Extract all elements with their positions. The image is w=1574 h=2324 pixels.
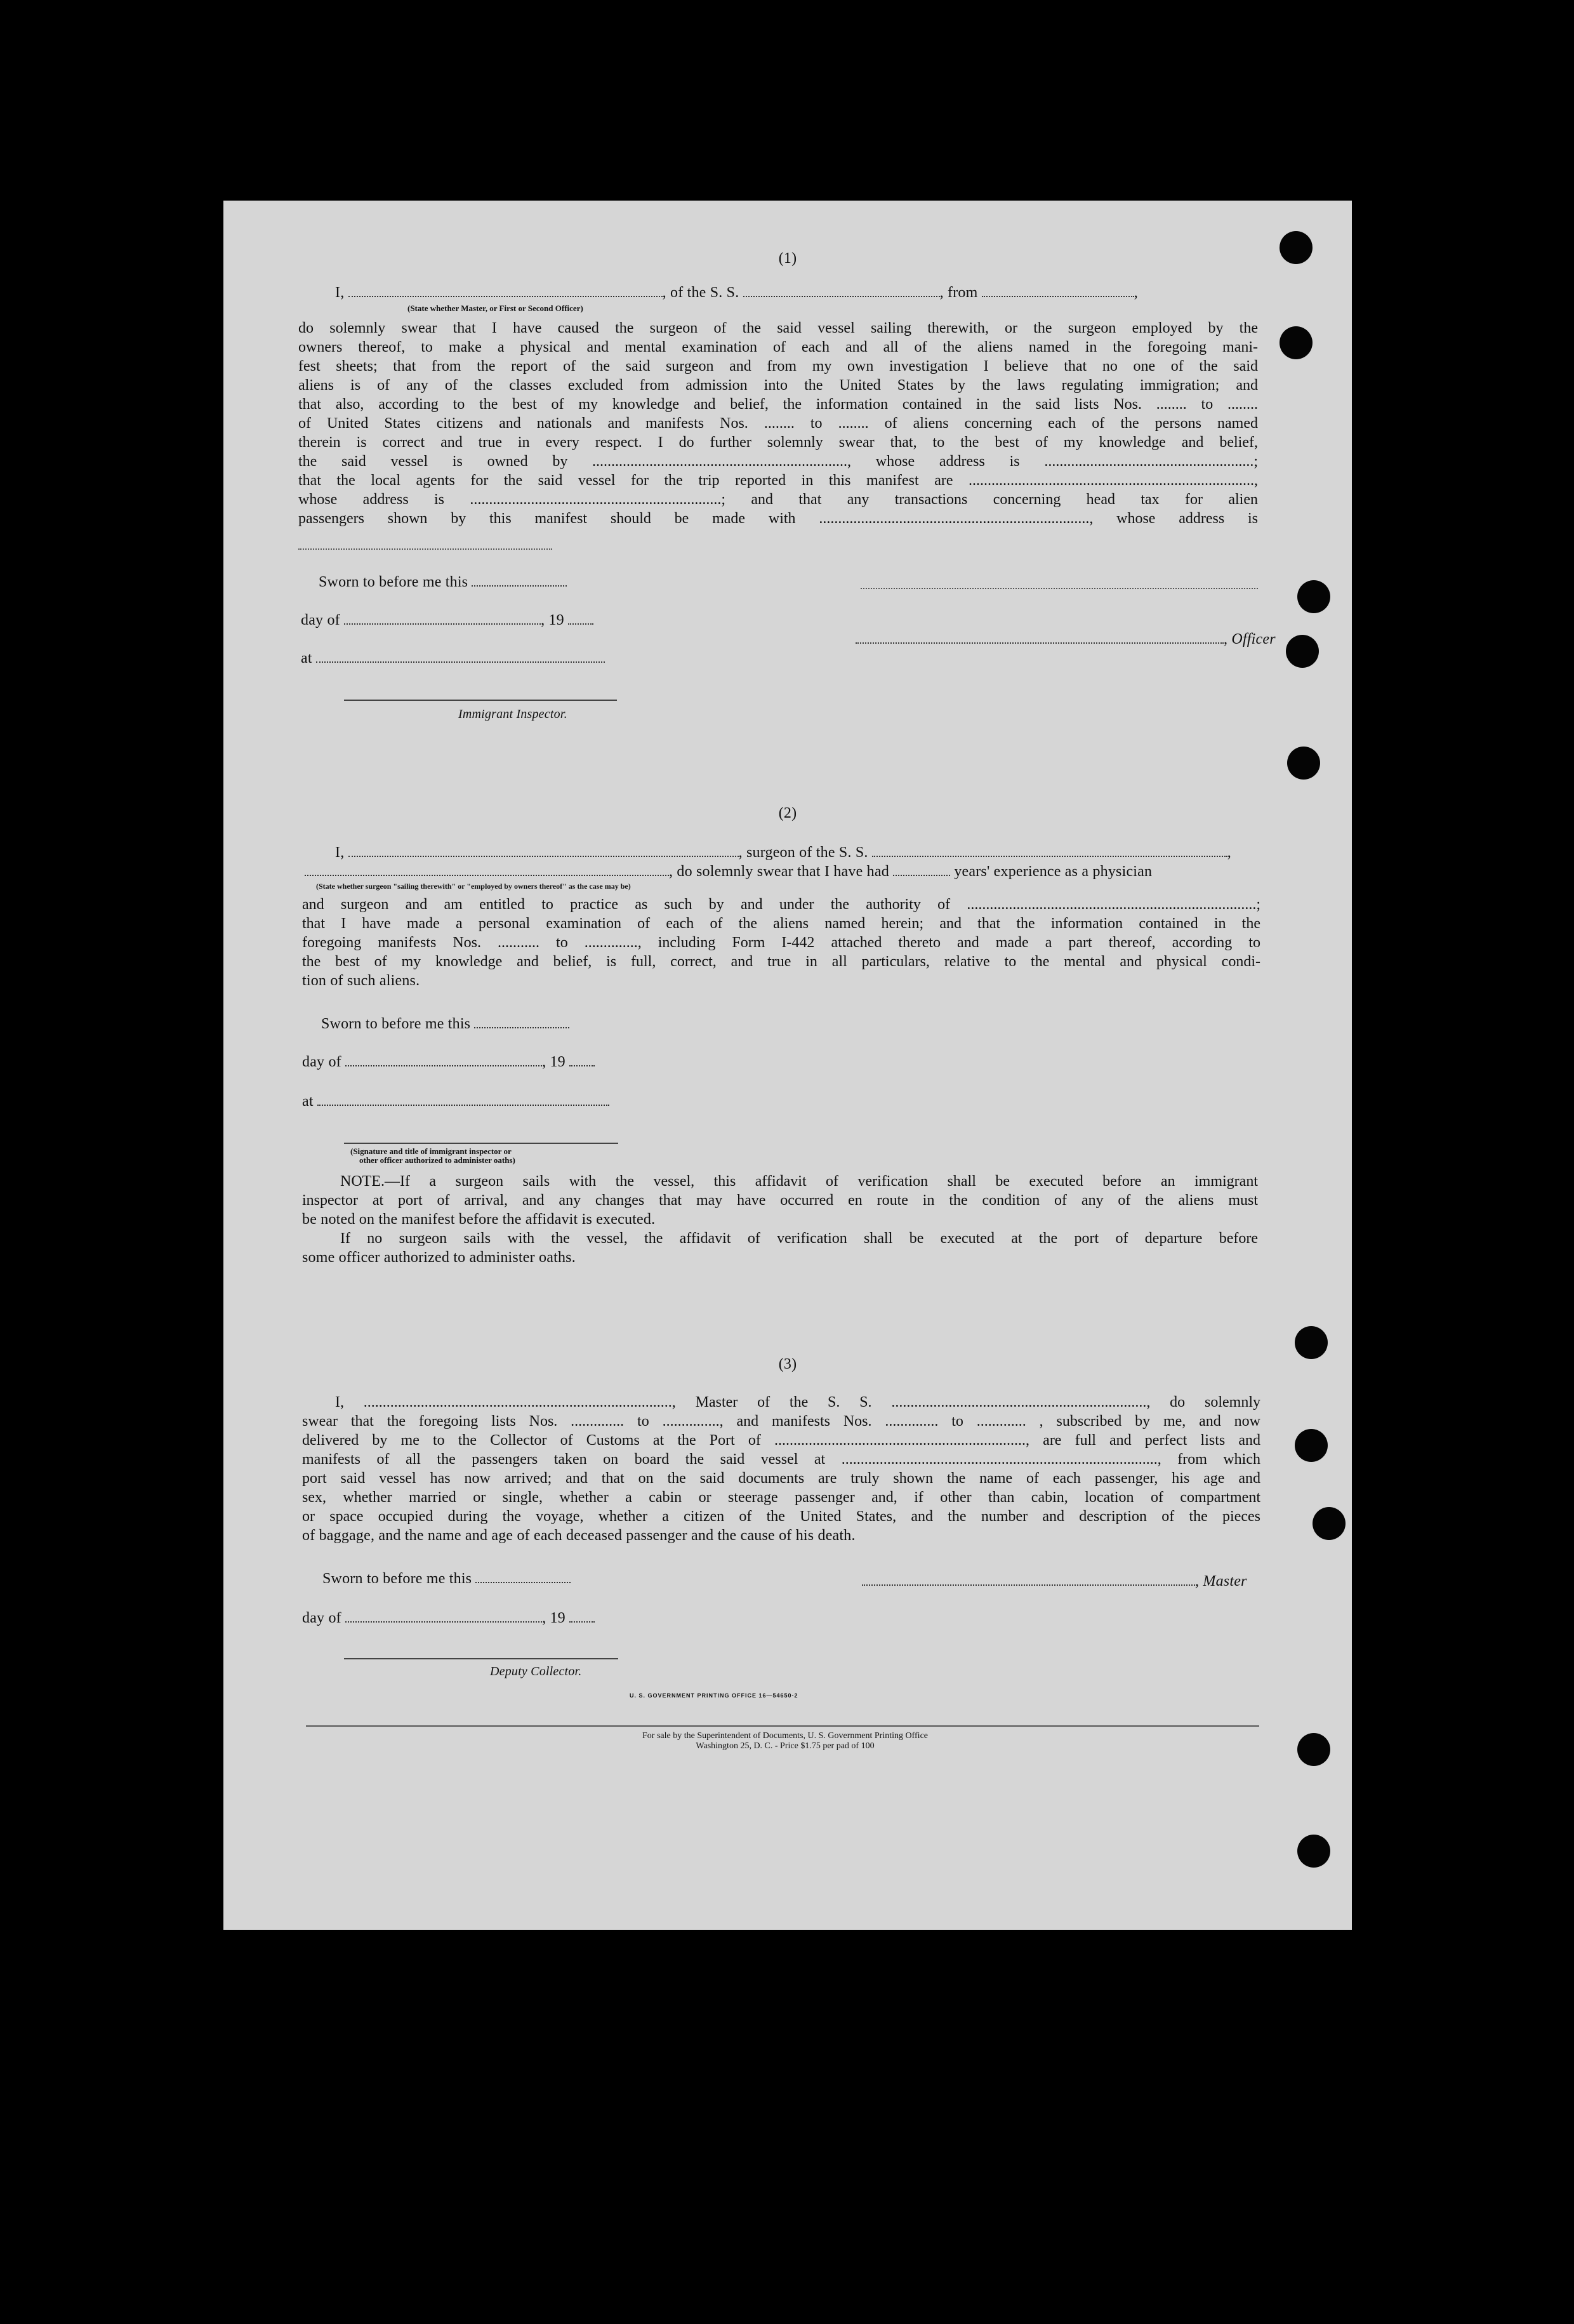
section2-body-line: foregoing manifests Nos. ........... to .............., including Form I-442 attached thereto and made a part thereof, according to: [302, 934, 1260, 951]
note-line: inspector at port of arrival, and any changes that may have occurred en route in the condition of any of the aliens must: [302, 1192, 1258, 1209]
officer-title-field[interactable]: [348, 284, 663, 297]
section3-body-line: I, ................................................................................., Master of the S. S. ..................................................................., do solemnly: [335, 1394, 1260, 1411]
section1-body-line: that the local agents for the said vessel for the trip reported in this manifest are ...........................................................................,: [298, 472, 1258, 489]
section3-body-line: delivered by me to the Collector of Customs at the Port of .................................................................., are full and perfect lists and: [302, 1432, 1260, 1449]
years-experience-field[interactable]: [893, 863, 950, 876]
surgeon-name-field[interactable]: [348, 844, 739, 857]
section2-hint: (State whether surgeon "sailing therewith" or "employed by owners thereof" as the case may be): [316, 882, 631, 891]
section2-at: at: [302, 1092, 609, 1111]
section3-body-line: or space occupied during the voyage, whether a citizen of the United States, and the number and description of the pieces: [302, 1508, 1260, 1525]
section1-officer: , Officer: [856, 630, 1276, 649]
section1-body-line: fest sheets; that from the report of the said surgeon and from my own investigation I believe that no one of the said: [298, 358, 1258, 375]
binder-hole: [1297, 1835, 1330, 1868]
section1-body-line: do solemnly swear that I have caused the surgeon of the said vessel sailing therewith, or the surgeon employed by the: [298, 320, 1258, 336]
sig-caption: (Signature and title of immigrant inspector or: [350, 1146, 512, 1156]
section1-body-line: whose address is ..................................................................; and that any transactions concerning head tax for alien: [298, 491, 1258, 508]
note-line: some officer authorized to administer oaths.: [302, 1249, 576, 1266]
binder-hole: [1297, 580, 1330, 613]
footer-rule: [306, 1725, 1259, 1727]
sig-caption: other officer authorized to administer oaths): [359, 1155, 515, 1165]
section3-body-line: manifests of all the passengers taken on board the said vessel at ..................................................................................., from which: [302, 1451, 1260, 1468]
section2-swear-line: , do solemnly swear that I have had years' experience as a physician: [305, 862, 1152, 881]
binder-hole: [1287, 747, 1320, 780]
section1-number: (1): [778, 250, 797, 267]
note-line: be noted on the manifest before the affidavit is executed.: [302, 1211, 656, 1228]
sworn-day-field[interactable]: [472, 574, 567, 587]
surgeon-witness-signature-line: [344, 1143, 618, 1144]
printing-office-mark: U. S. GOVERNMENT PRINTING OFFICE 16—54650-2: [630, 1692, 798, 1699]
binder-hole: [1313, 1507, 1346, 1540]
note-line: NOTE.—If a surgeon sails with the vessel, this affidavit of verification shall be executed before an immigrant: [340, 1173, 1258, 1190]
section1-body-line: passengers shown by this manifest should be made with ......................................................................., whose address is: [298, 510, 1258, 527]
location-field-2[interactable]: [317, 1093, 609, 1106]
inspector-signature-line: [344, 700, 617, 701]
section3-day-of: day of , 19: [302, 1609, 595, 1628]
inspector-caption: Immigrant Inspector.: [458, 707, 567, 721]
section1-hint: (State whether Master, or First or Second Officer): [407, 303, 583, 313]
sale-notice: Washington 25, D. C. - Price $1.75 per pad of 100: [696, 1741, 875, 1751]
section3-master: , Master: [862, 1572, 1247, 1591]
section1-body-line: therein is correct and true in every respect. I do further solemnly swear that, to the best of my knowledge and belief,: [298, 434, 1258, 451]
note-line: If no surgeon sails with the vessel, the affidavit of verification shall be executed at the port of departure before: [340, 1230, 1258, 1247]
section2-oath-line: I, , surgeon of the S. S. ,: [335, 844, 1231, 861]
section2-body-line: and surgeon and am entitled to practice as such by and under the authority of ............................................................................;: [302, 896, 1260, 913]
location-field[interactable]: [316, 650, 605, 663]
section3-body-line: sex, whether married or single, whether a cabin or steerage passenger and, if other than cabin, location of compartment: [302, 1489, 1260, 1506]
section2-number: (2): [778, 805, 797, 821]
section2-body-line: the best of my knowledge and belief, is full, correct, and true in all particulars, relative to the mental and physical condi-: [302, 953, 1260, 970]
year-field-3[interactable]: [569, 1610, 595, 1623]
section1-oath-line: I, , of the S. S. , from ,: [335, 284, 1138, 301]
collector-caption: Deputy Collector.: [490, 1664, 582, 1678]
section1-day-of: day of , 19: [301, 611, 593, 630]
section3-body-line: port said vessel has now arrived; and that on the said documents are truly shown the name of each passenger, his age and: [302, 1470, 1260, 1487]
sworn-day-field-2[interactable]: [474, 1016, 569, 1028]
section1-at: at: [301, 649, 605, 668]
collector-signature-line: [344, 1658, 618, 1659]
section1-body-line: the said vessel is owned by ..................................................................., whose address is .......................................................;: [298, 453, 1258, 470]
surgeon-status-field[interactable]: [305, 863, 669, 876]
day-of-month-field-3[interactable]: [345, 1610, 542, 1623]
section3-body-line: swear that the foregoing lists Nos. .............. to ..............., and manifests Nos. .............. to ............. , subscribed by me, and now: [302, 1413, 1260, 1430]
address-continuation-line: [298, 548, 552, 550]
address-continuation-line: [861, 588, 1258, 589]
year-field-2[interactable]: [569, 1054, 595, 1066]
binder-hole: [1280, 326, 1313, 359]
section3-number: (3): [778, 1356, 797, 1372]
section1-body-line: of United States citizens and nationals and manifests Nos. ........ to ........ of aliens concerning each of the persons named: [298, 415, 1258, 432]
section3-sworn: Sworn to before me this: [322, 1569, 571, 1588]
ship-name-field[interactable]: [743, 284, 940, 297]
section2-body-line: tion of such aliens.: [302, 973, 420, 989]
section1-body-line: owners thereof, to make a physical and mental examination of each and all of the aliens named in the foregoing mani-: [298, 339, 1258, 355]
section1-sworn: Sworn to before me this: [319, 573, 567, 592]
section2-body-line: that I have made a personal examination of each of the aliens named herein; and that the information contained in the: [302, 915, 1260, 932]
sworn-day-field-3[interactable]: [475, 1570, 571, 1583]
sale-notice: For sale by the Superintendent of Documents, U. S. Government Printing Office: [642, 1731, 928, 1741]
binder-hole: [1295, 1429, 1328, 1462]
section2-day-of: day of , 19: [302, 1052, 595, 1072]
manifest-page: [223, 201, 1352, 1930]
master-signature-field[interactable]: [862, 1573, 1195, 1586]
binder-hole: [1286, 635, 1319, 668]
surgeon-ship-field[interactable]: [872, 844, 1227, 857]
section1-body-line: that also, according to the best of my knowledge and belief, the information contained in the said lists Nos. ........ to ........: [298, 396, 1258, 413]
day-of-month-field[interactable]: [344, 612, 541, 625]
section1-body-line: aliens is of any of the classes excluded from admission into the United States by the laws regulating immigration; and: [298, 377, 1258, 394]
day-of-month-field-2[interactable]: [345, 1054, 542, 1066]
section2-sworn: Sworn to before me this: [321, 1014, 569, 1033]
year-field[interactable]: [568, 612, 593, 625]
from-port-field[interactable]: [982, 284, 1134, 297]
officer-signature-field[interactable]: [856, 631, 1224, 644]
section3-body-line: of baggage, and the name and age of each deceased passenger and the cause of his death.: [302, 1527, 856, 1544]
